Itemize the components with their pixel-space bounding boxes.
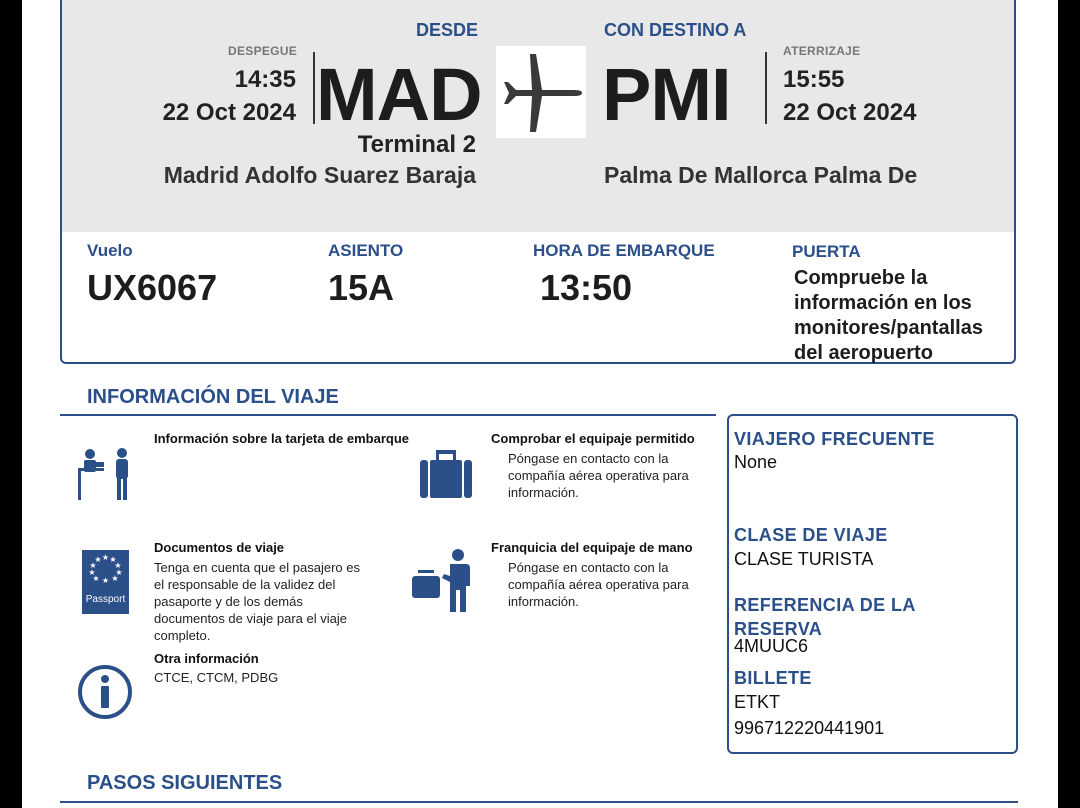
suitcase-icon <box>418 450 474 500</box>
check-in-desk-icon <box>76 446 136 502</box>
ticket-label: BILLETE <box>734 668 812 688</box>
other-info-text: CTCE, CTCM, PDBG <box>154 670 279 685</box>
gate-label: PUERTA <box>792 242 861 261</box>
trip-info-title: INFORMACIÓN DEL VIAJE <box>87 386 339 408</box>
boarding-card-info-title: Información sobre la tarjeta de embarque <box>154 431 410 446</box>
svg-text:★: ★ <box>94 555 102 564</box>
hand-baggage-icon <box>410 548 474 614</box>
seat-value: 15A <box>328 267 395 308</box>
gate-value: Compruebe la información en los monitores/pantallas del aeropuerto <box>794 267 983 364</box>
next-steps-title: PASOS SIGUIENTES <box>87 772 283 794</box>
svg-text:★: ★ <box>88 568 96 577</box>
departure-divider <box>313 52 315 124</box>
hand-baggage-info-title: Franquicia del equipaje de mano <box>491 540 693 555</box>
info-icon <box>77 664 133 720</box>
hand-baggage-info-text: Póngase en contacto con la compañía aérea operativa para información. <box>508 560 689 609</box>
arrival-time: 15:55 <box>783 66 845 93</box>
destination-airport: Palma De Mallorca Palma De <box>604 162 918 188</box>
boarding-time-value: 13:50 <box>540 267 633 308</box>
arrival-divider <box>765 52 767 124</box>
reservation-label: REFERENCIA DE LA RESERVA <box>734 595 916 639</box>
departure-label: DESPEGUE <box>228 44 298 58</box>
flight-number-value: UX6067 <box>87 267 218 308</box>
ticket-number: 996712220441901 <box>734 718 885 738</box>
svg-text:★: ★ <box>89 561 97 570</box>
svg-text:★: ★ <box>115 568 123 577</box>
travel-class-value: CLASE TURISTA <box>734 549 874 569</box>
ticket-type: ETKT <box>734 692 781 712</box>
airplane-icon <box>496 46 586 138</box>
departure-date: 22 Oct 2024 <box>162 99 296 126</box>
svg-text:★: ★ <box>101 553 110 562</box>
passport-icon <box>82 550 129 614</box>
origin-code: MAD <box>316 53 482 136</box>
eu-stars-icon <box>82 550 129 590</box>
arrival-label: ATERRIZAJE <box>783 44 861 58</box>
destination-code: PMI <box>602 53 731 136</box>
frequent-flyer-value: None <box>734 452 778 472</box>
departure-time: 14:35 <box>234 66 296 93</box>
plane-icon-box <box>496 46 586 138</box>
seat-label: ASIENTO <box>328 241 404 260</box>
travel-class-label: CLASE DE VIAJE <box>734 525 888 545</box>
svg-text:★: ★ <box>92 574 100 583</box>
documents-info-text: Tenga en cuenta que el pasajero es el responsable de la validez del pasaporte y de los demás documentos de viaje para el viaje completo. <box>154 560 360 643</box>
arrival-date: 22 Oct 2024 <box>783 99 917 126</box>
svg-text:★: ★ <box>101 576 110 585</box>
passport-label: Passport <box>85 594 126 605</box>
to-label: CON DESTINO A <box>604 20 747 40</box>
reservation-value: 4MUUC6 <box>734 636 809 656</box>
from-label: DESDE <box>416 20 479 40</box>
origin-airport: Madrid Adolfo Suarez Baraja <box>163 162 476 188</box>
boarding-time-label: HORA DE EMBARQUE <box>533 241 715 260</box>
origin-terminal: Terminal 2 <box>357 131 476 158</box>
baggage-info-text: Póngase en contacto con la compañía aérea operativa para información. <box>508 451 689 500</box>
svg-text:★: ★ <box>109 555 117 564</box>
frequent-flyer-label: VIAJERO FRECUENTE <box>734 429 935 449</box>
baggage-info-title: Comprobar el equipaje permitido <box>491 431 695 446</box>
flight-number-label: Vuelo <box>87 241 133 260</box>
svg-text:★: ★ <box>111 574 119 583</box>
trip-info-divider <box>60 414 716 416</box>
svg-text:★: ★ <box>114 561 122 570</box>
other-info-title: Otra información <box>154 651 259 666</box>
next-steps-divider <box>60 801 1018 803</box>
documents-info-title: Documentos de viaje <box>154 540 285 555</box>
